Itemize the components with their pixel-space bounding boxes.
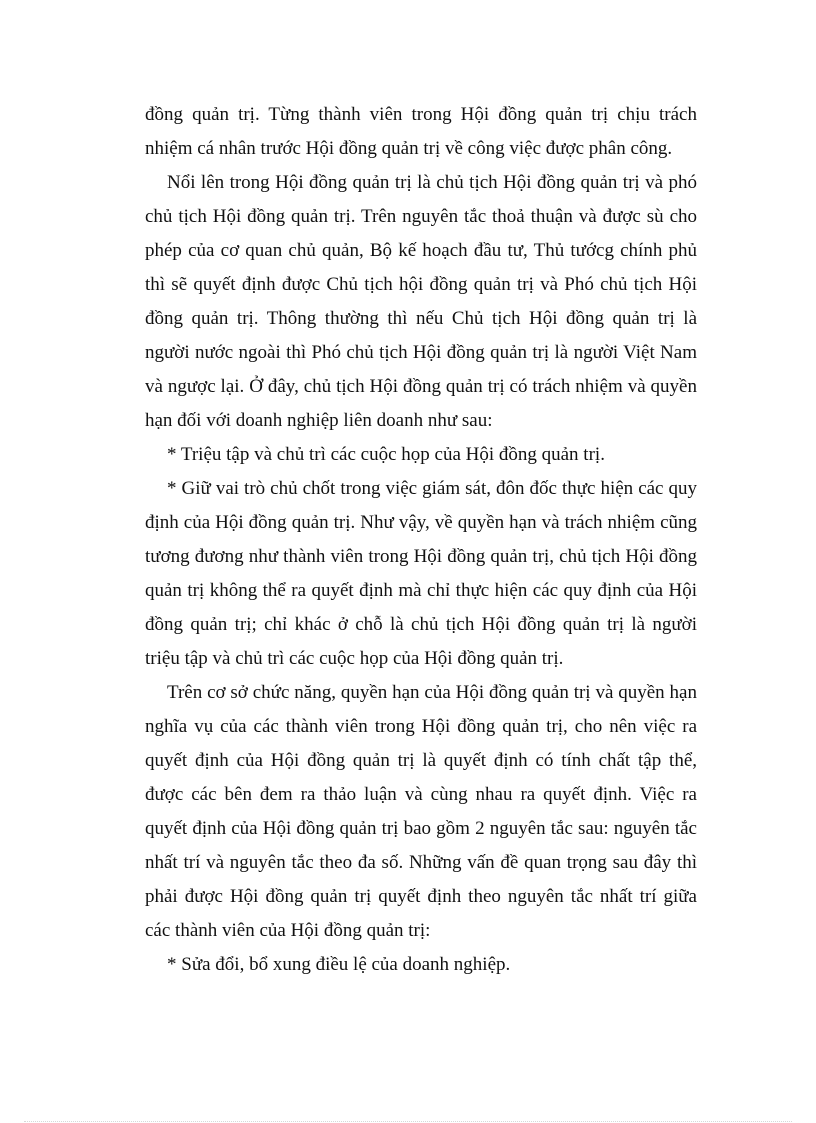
paragraph-chairman-role: Nổi lên trong Hội đồng quản trị là chủ tịch Hội đồng quản trị và phó chủ tịch Hội đồng quản trị. Trên nguyên tắc thoả thuận và được sù cho phép của cơ quan chủ quản, Bộ kế hoạch đầu tư, Thủ tướcg chính phủ thì sẽ quyết định được Chủ tịch hội đồng quản trị và Phó chủ tịch Hội đồng quản trị. Thông thường thì nếu Chủ tịch Hội đồng quản trị là người nước ngoài thì Phó chủ tịch Hội đồng quản trị là người Việt Nam và ngược lại. Ở đây, chủ tịch Hội đồng quản trị có trách nhiệm và quyền hạn đối với doanh nghiệp liên doanh như sau: [145, 172, 697, 431]
document-body [145, 98, 697, 982]
page-bottom-border [24, 1121, 792, 1122]
bullet-convene-meetings: * Triệu tập và chủ trì các cuộc họp của Hội đồng quản trị. [167, 444, 605, 465]
paragraph-decision-principles: Trên cơ sở chức năng, quyền hạn của Hội đồng quản trị và quyền hạn nghĩa vụ của các thành viên trong Hội đồng quản trị, cho nên việc ra quyết định của Hội đồng quản trị là quyết định có tính chất tập thể, được các bên đem ra thảo luận và cùng nhau ra quyết định. Việc ra quyết định của Hội đồng quản trị bao gồm 2 nguyên tắc sau: nguyên tắc nhất trí và nguyên tắc theo đa số. Những vấn đề quan trọng sau đây thì phải được Hội đồng quản trị quyết định theo nguyên tắc nhất trí giữa các thành viên của Hội đồng quản trị: [145, 682, 697, 941]
bullet-amend-charter: * Sửa đổi, bổ xung điều lệ của doanh nghiệp. [167, 954, 511, 975]
paragraph-continuation: đồng quản trị. Từng thành viên trong Hội đồng quản trị chịu trách nhiệm cá nhân trước Hội đồng quản trị về công việc được phân công. [145, 104, 697, 159]
bullet-key-supervision: * Giữ vai trò chủ chốt trong việc giám sát, đôn đốc thực hiện các quy định của Hội đồng quản trị. Như vậy, về quyền hạn và trách nhiệm cũng tương đương như thành viên trong Hội đồng quản trị, chủ tịch Hội đồng quản trị không thể ra quyết định mà chỉ thực hiện các quy định của Hội đồng quản trị; chỉ khác ở chỗ là chủ tịch Hội đồng quản trị là người triệu tập và chủ trì các cuộc họp của Hội đồng quản trị. [145, 478, 697, 669]
